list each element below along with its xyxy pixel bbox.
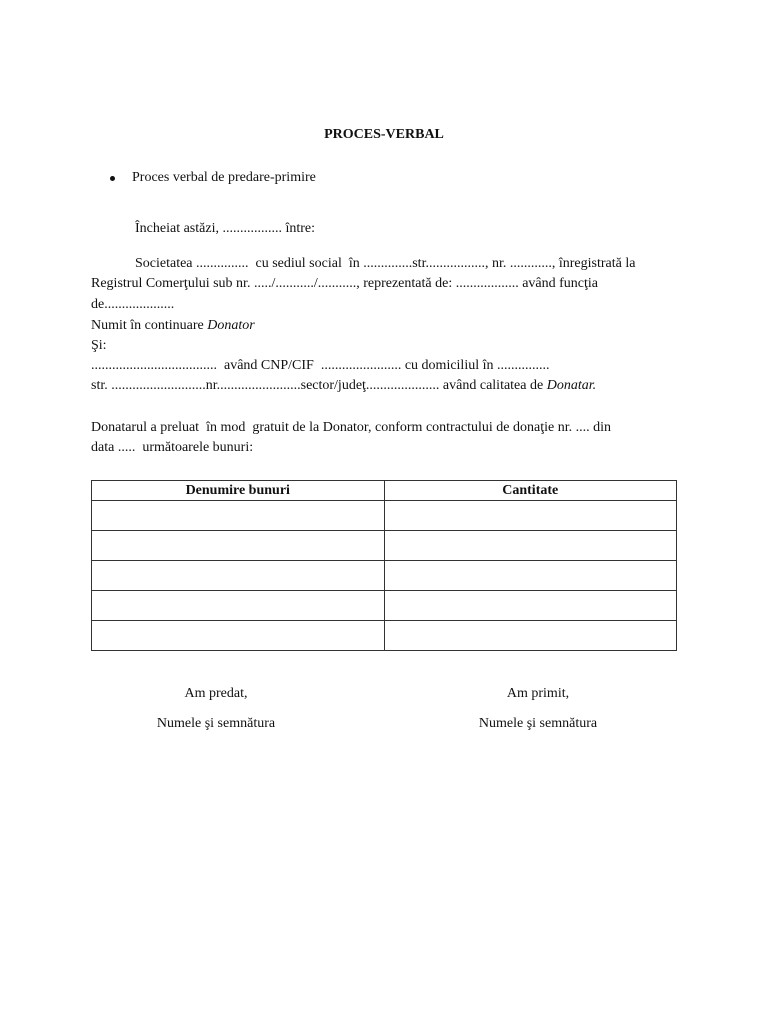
donor-term: Donator <box>207 318 255 333</box>
donor-line <box>91 316 255 336</box>
table-header-row <box>92 481 677 501</box>
table-cell[interactable] <box>92 531 385 561</box>
table-cell[interactable] <box>384 501 677 531</box>
table-row <box>92 531 677 561</box>
bullet-text: Proces verbal de predare-primire <box>132 170 316 185</box>
donee-term: Donatar. <box>546 378 597 393</box>
table-row <box>92 561 677 591</box>
table-row <box>92 501 677 531</box>
header-quantity: Cantitate <box>384 481 677 501</box>
table-row <box>92 621 677 651</box>
transfer-line-1: Donatarul a preluat în mod gratuit de la Donator, conform contractului de donaţie nr. .... din <box>91 420 612 435</box>
received-label: Am primit, <box>506 686 570 701</box>
signature-block-left <box>116 686 316 732</box>
company-line-3: de.................... <box>91 297 175 312</box>
donee-line-2 <box>91 376 596 396</box>
signature-block-right <box>438 686 638 732</box>
table-cell[interactable] <box>92 591 385 621</box>
table-row <box>92 591 677 621</box>
bullet-item <box>110 170 316 186</box>
table-cell[interactable] <box>92 501 385 531</box>
company-line-1: Societatea ............... cu sediul social în ..............str................., nr. ............, înregistrată la <box>135 256 636 271</box>
header-goods-name: Denumire bunuri <box>92 481 385 501</box>
handed-over-label: Am predat, <box>184 686 248 701</box>
name-signature-label-left: Numele şi semnătura <box>156 716 276 731</box>
transfer-line-2: data ..... următoarele bunuri: <box>91 440 254 455</box>
goods-table <box>91 480 677 651</box>
concluded-line: Încheiat astăzi, ................. între: <box>135 221 315 236</box>
donee-address: str. ...........................nr........................sector/judeţ..................... având calitatea de <box>91 378 547 393</box>
table-cell[interactable] <box>92 621 385 651</box>
bullet-icon <box>110 176 115 181</box>
company-line-2: Registrul Comerţului sub nr. ...../.........../..........., reprezentată de: .................. având funcţia <box>91 276 599 291</box>
donor-label: Numit în continuare <box>91 318 208 333</box>
table-cell[interactable] <box>384 561 677 591</box>
table-cell[interactable] <box>384 591 677 621</box>
table-cell[interactable] <box>384 621 677 651</box>
document-title: PROCES-VERBAL <box>324 127 444 142</box>
name-signature-label-right: Numele şi semnătura <box>478 716 598 731</box>
table-cell[interactable] <box>384 531 677 561</box>
donee-line-1: .................................... având CNP/CIF ....................... cu domiciliul în ............... <box>91 358 550 373</box>
and-line: Şi: <box>91 338 107 353</box>
table-cell[interactable] <box>92 561 385 591</box>
